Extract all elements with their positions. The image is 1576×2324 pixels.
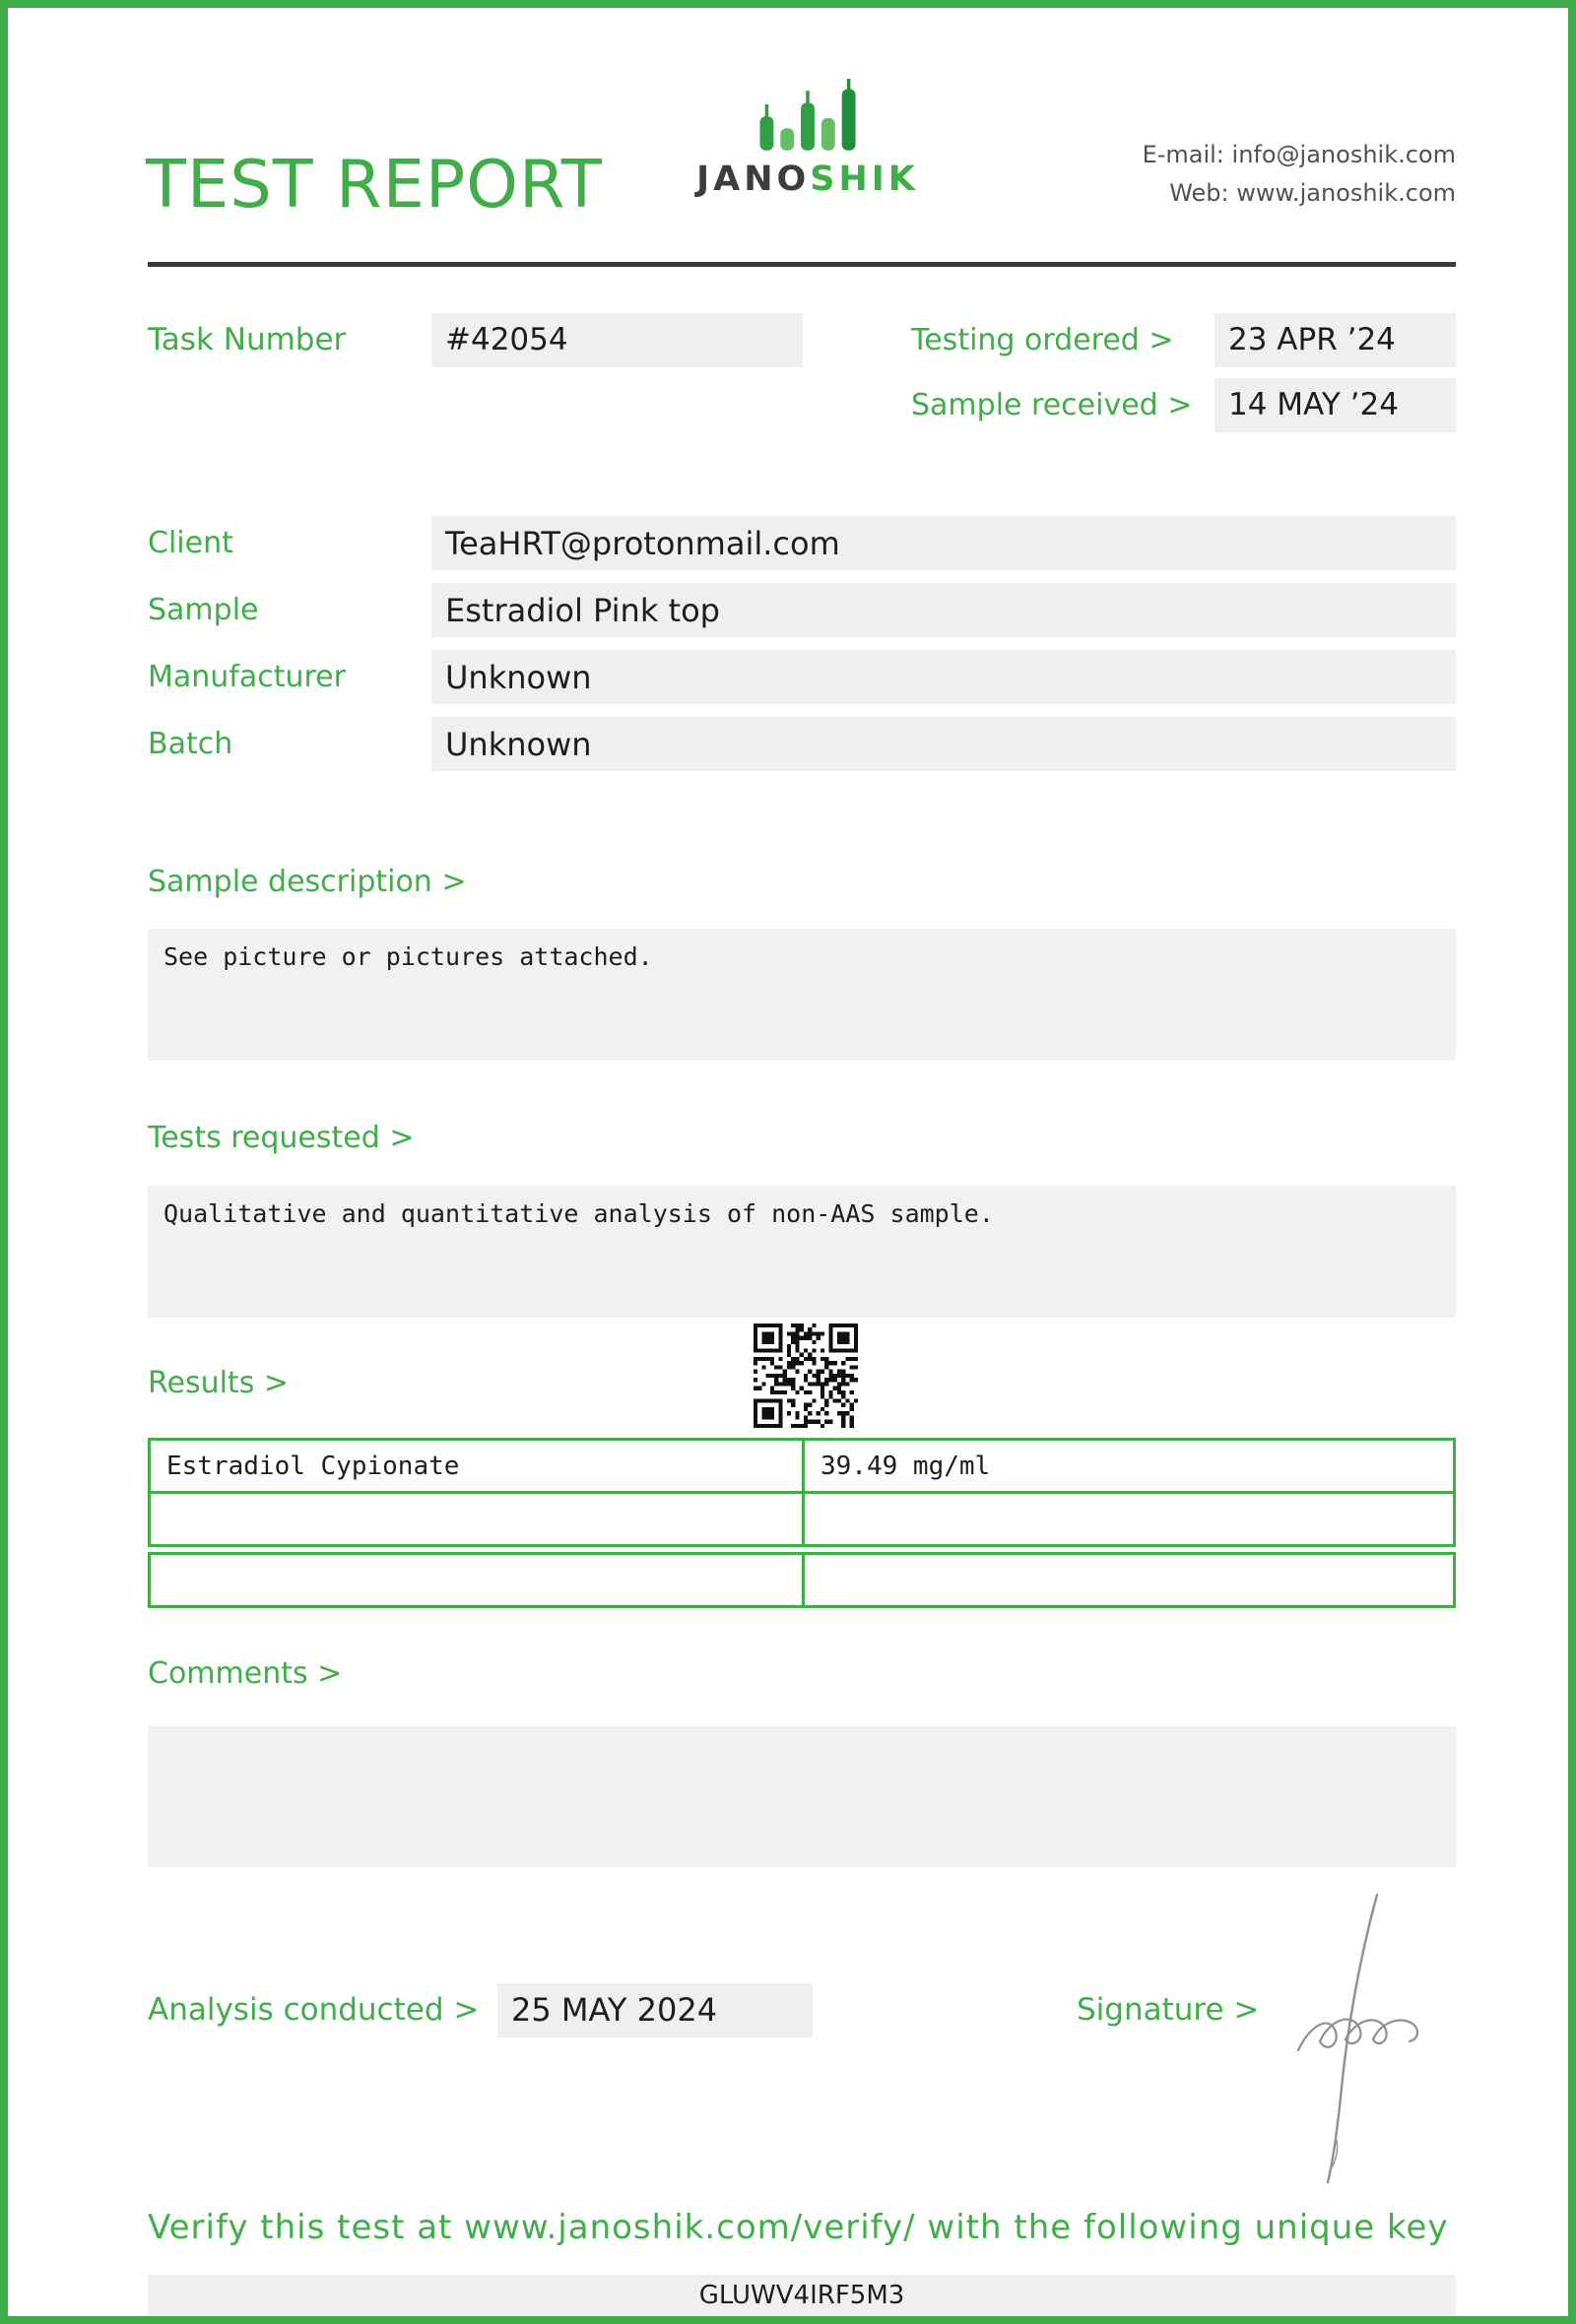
sample-label: Sample (148, 593, 259, 627)
info-row-manufacturer (148, 650, 1456, 704)
logo-text-shik: SHIK (810, 160, 919, 199)
info-row-sample (148, 583, 1456, 637)
analysis-conducted-label: Analysis conducted > (148, 1992, 480, 2028)
task-number-label: Task Number (148, 322, 347, 357)
task-number-value: #42054 (431, 313, 803, 367)
sample-description-heading: Sample description > (148, 865, 467, 899)
logo-wordmark (680, 160, 936, 199)
client-info-section (148, 516, 1456, 784)
testing-ordered-label: Testing ordered > (911, 323, 1174, 357)
web-value: www.janoshik.com (1236, 179, 1456, 207)
result-concentration: 39.49 mg/ml (821, 1451, 991, 1481)
result-concentration (805, 1494, 1453, 1544)
info-row-batch (148, 717, 1456, 771)
manufacturer-value: Unknown (431, 650, 1456, 704)
contact-info (1143, 136, 1456, 213)
contact-email-line (1143, 136, 1456, 174)
results-row (148, 1491, 1456, 1547)
client-label: Client (148, 526, 233, 560)
report-title: TEST REPORT (146, 146, 603, 223)
sample-description-box: See picture or pictures attached. (148, 929, 1456, 1061)
result-substance: Estradiol Cypionate (151, 1441, 805, 1491)
sample-received-label: Sample received > (911, 388, 1193, 422)
logo-chart-icon (756, 79, 859, 156)
header-divider (148, 262, 1456, 267)
comments-heading: Comments > (148, 1656, 343, 1691)
testing-ordered-date: 23 APR ’24 (1215, 313, 1456, 367)
email-label: E-mail: (1142, 141, 1224, 168)
verify-key: GLUWV4IRF5M3 (148, 2275, 1456, 2316)
result-substance (151, 1555, 805, 1605)
result-substance (151, 1494, 805, 1544)
analysis-date: 25 MAY 2024 (497, 1983, 813, 2037)
sample-value: Estradiol Pink top (431, 583, 1456, 637)
qr-code (754, 1323, 858, 1428)
results-row (148, 1552, 1456, 1608)
comments-box (148, 1726, 1456, 1867)
manufacturer-label: Manufacturer (148, 660, 346, 694)
results-row (148, 1438, 1456, 1494)
signature-label: Signature > (1077, 1992, 1260, 2028)
info-row-client (148, 516, 1456, 570)
batch-value: Unknown (431, 717, 1456, 771)
tests-requested-heading: Tests requested > (148, 1121, 415, 1155)
logo-text-jano: JANO (696, 160, 811, 199)
email-value: info@janoshik.com (1231, 141, 1456, 168)
web-label: Web: (1169, 179, 1229, 207)
result-concentration (805, 1555, 1453, 1605)
sample-received-date: 14 MAY ’24 (1215, 378, 1456, 432)
verify-instruction: Verify this test at www.janoshik.com/verify/ with the following unique key (148, 2208, 1449, 2247)
tests-requested-box: Qualitative and quantitative analysis of non-AAS sample. (148, 1186, 1456, 1318)
results-table (148, 1438, 1456, 1608)
contact-web-line (1143, 174, 1456, 213)
results-heading: Results > (148, 1366, 289, 1400)
janoshik-logo (680, 79, 936, 199)
batch-label: Batch (148, 727, 233, 761)
signature-graphic (1290, 1891, 1448, 2186)
client-value: TeaHRT@protonmail.com (431, 516, 1456, 570)
